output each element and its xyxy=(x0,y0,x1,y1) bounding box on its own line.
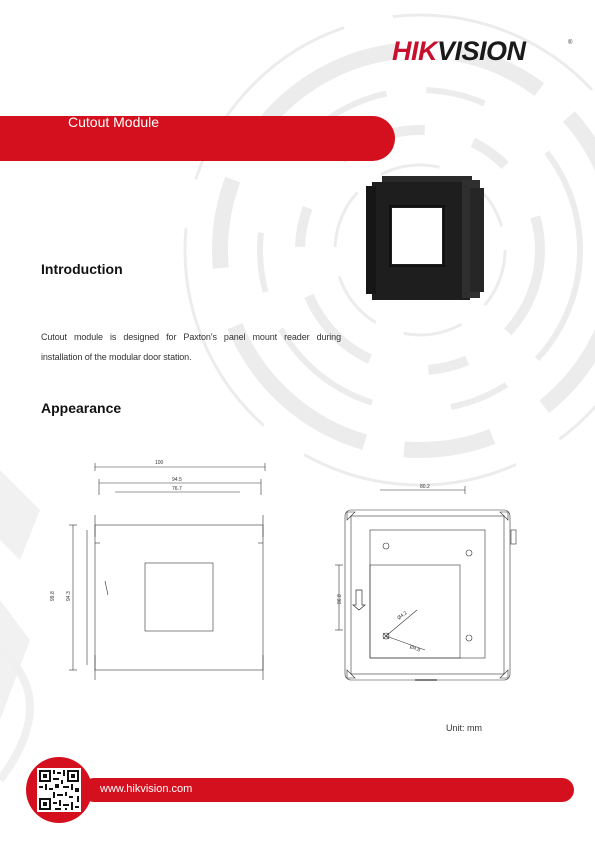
qr-code xyxy=(37,768,81,812)
introduction-paragraph: Cutout module is designed for Paxton's panel mount reader during installation of the modular door station. xyxy=(41,332,341,362)
front-width-total-label: 100 xyxy=(155,460,164,466)
back-width-label: 80.2 xyxy=(420,484,430,490)
front-height-total-label: 99.8 xyxy=(50,591,56,601)
back-height-label: 86.8 xyxy=(337,594,343,604)
front-width-window-label: 76.7 xyxy=(172,486,182,492)
page-title: Cutout Module xyxy=(68,114,160,130)
appearance-heading: Appearance xyxy=(41,400,122,416)
introduction-heading: Introduction xyxy=(41,261,123,277)
front-width-inner-label: 94.5 xyxy=(172,477,182,483)
logo-vision-text: VISION xyxy=(437,36,526,66)
footer-website-link[interactable]: www.hikvision.com xyxy=(100,783,193,795)
back-diameter-1-label: Ø4.2 xyxy=(396,610,409,622)
front-view-drawing xyxy=(40,455,270,685)
logo-hik-text: HIK xyxy=(392,36,437,66)
back-view-drawing xyxy=(325,480,525,695)
unit-label: Unit: mm xyxy=(446,723,482,733)
hikvision-logo xyxy=(392,36,526,66)
logo-registered-mark: ® xyxy=(568,40,573,46)
title-band xyxy=(0,116,395,161)
product-image xyxy=(366,176,490,306)
front-height-inner-label: 94.3 xyxy=(66,591,72,601)
back-diameter-2-label: Ø4.8 xyxy=(408,644,421,654)
